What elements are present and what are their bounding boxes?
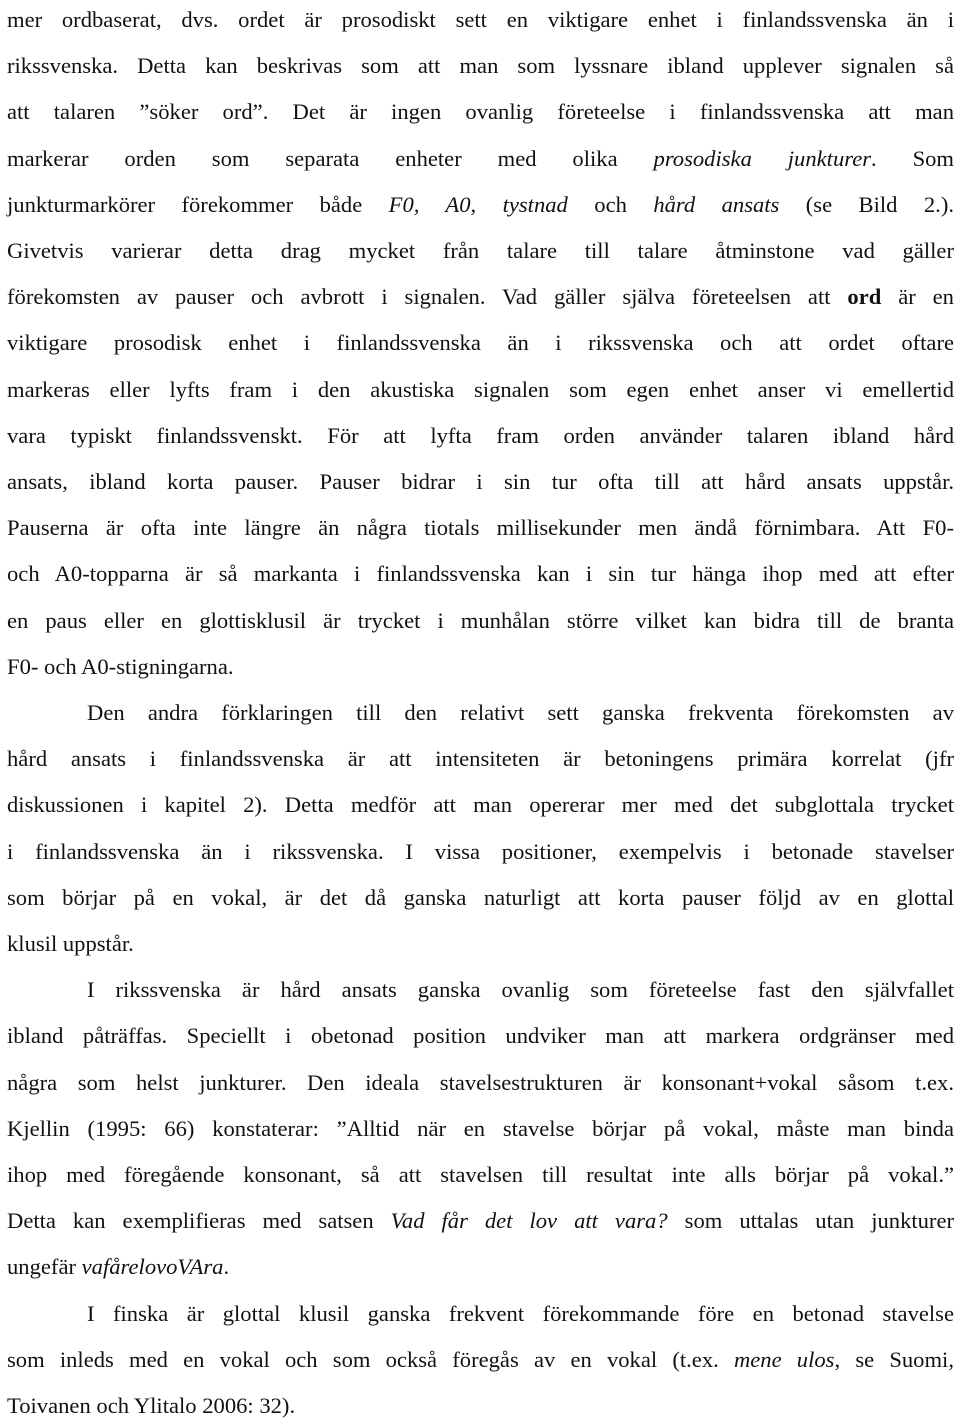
text-segment: som inleds med en vokal och som också föregås av en vokal (t.ex. <box>7 1346 734 1372</box>
italic-term: prosodiska junkturer <box>653 145 872 171</box>
text-segment: F0- och A0-stigningarna. <box>7 653 234 679</box>
text-segment: vara typiskt finlandssvenskt. För att lyfta fram orden använder talaren ibland hård <box>7 422 954 448</box>
text-segment: . <box>223 1254 230 1280</box>
text-segment: markerar orden som separata enheter med olika <box>7 145 654 171</box>
text-line <box>7 97 954 127</box>
text-segment: ihop med föregående konsonant, så att stavelsen till resultat inte alls börjar på vokal.” <box>7 1162 954 1187</box>
text-line <box>7 559 954 589</box>
text-line <box>7 606 954 636</box>
text-line <box>7 744 954 774</box>
text-line <box>7 144 954 174</box>
text-line <box>7 1160 954 1190</box>
text-segment: är en <box>881 284 954 310</box>
text-segment: Detta kan exemplifieras med satsen <box>7 1208 391 1234</box>
text-segment: . Som <box>871 145 955 171</box>
text-segment: förekomsten av pauser och avbrott i signalen. Vad gäller själva företeelsen att <box>7 284 848 310</box>
text-segment: mer ordbaserat, dvs. ordet är prosodiskt sett en viktigare enhet i finlandssvenska än i <box>7 7 954 32</box>
text-segment: Kjellin (1995: 66) konstaterar: ”Alltid när en stavelse börjar på vokal, måste man binda <box>7 1115 954 1141</box>
text-segment: ansats, ibland korta pauser. Pauser bidrar i sin tur ofta till att hård ansats uppstår. <box>7 469 954 494</box>
text-line <box>7 1391 954 1421</box>
text-line <box>7 51 954 81</box>
text-segment: att talaren ”söker ord”. Det är ingen ovanlig företeelse i finlandssvenska att man <box>7 99 954 125</box>
text-segment: några som helst junkturer. Den ideala stavelsestrukturen är konsonant+vokal såsom t.ex. <box>7 1069 954 1095</box>
text-segment: diskussionen i kapitel 2). Detta medför att man opererar mer med det subglottala trycket <box>7 792 954 818</box>
text-line <box>7 375 954 405</box>
text-line <box>87 975 954 1005</box>
text-segment: , se Suomi, <box>834 1346 954 1372</box>
text-line <box>7 328 954 358</box>
text-segment: Toivanen och Ylitalo 2006: 32). <box>7 1393 296 1418</box>
text-line <box>87 698 954 728</box>
text-segment: rikssvenska. Detta kan beskrivas som att man som lyssnare ibland upplever signalen så <box>7 53 954 79</box>
text-segment: ungefär <box>7 1254 82 1280</box>
text-line <box>7 1021 954 1051</box>
text-line <box>7 467 954 497</box>
text-segment: och <box>567 191 654 217</box>
text-segment: Den andra förklaringen till den relativt sett ganska frekventa förekomsten av <box>87 700 954 725</box>
text-segment: viktigare prosodisk enhet i finlandssvenska än i rikssvenska och att ordet oftare <box>7 330 954 356</box>
text-segment: junkturmarkörer förekommer både <box>7 191 389 217</box>
text-line <box>7 1252 954 1282</box>
text-line <box>7 513 954 543</box>
text-segment: I rikssvenska är hård ansats ganska ovanlig som företeelse fast den självfallet <box>87 977 954 1003</box>
text-line <box>7 282 954 312</box>
italic-term: Vad får det lov att vara? <box>390 1208 668 1234</box>
text-segment: Pauserna är ofta inte längre än några tiotals millisekunder men ändå förnimbara. Att F0- <box>7 515 954 541</box>
text-line <box>7 929 954 959</box>
italic-term: mene ulos <box>733 1346 835 1372</box>
text-line <box>7 421 954 451</box>
text-line <box>7 790 954 820</box>
text-segment: I finska är glottal klusil ganska frekvent förekommande före en betonad stavelse <box>87 1300 954 1326</box>
text-segment: hård ansats i finlandssvenska är att intensiteten är betoningens primära korrelat (jfr <box>7 746 954 772</box>
text-line <box>7 837 954 867</box>
text-line <box>7 1206 954 1236</box>
text-segment: som uttalas utan junkturer <box>667 1208 955 1234</box>
text-line <box>7 1068 954 1098</box>
text-line <box>7 190 954 220</box>
text-line <box>7 1114 954 1144</box>
bold-term: ord <box>847 284 882 310</box>
text-line <box>87 1299 954 1329</box>
text-segment: en paus eller en glottisklusil är trycket i munhålan större vilket kan bidra till de branta <box>7 607 954 633</box>
text-segment: och A0-topparna är så markanta i finlandssvenska kan i sin tur hänga ihop med att efter <box>7 561 954 587</box>
text-segment: i finlandssvenska än i rikssvenska. I vissa positioner, exempelvis i betonade stavelser <box>7 838 954 864</box>
text-segment: klusil uppstår. <box>7 931 134 956</box>
text-segment: ibland påträffas. Speciellt i obetonad position undviker man att markera ordgränser med <box>7 1023 954 1049</box>
text-line <box>7 236 954 266</box>
italic-term: F0, A0, tystnad <box>388 191 568 217</box>
italic-term: hård ansats <box>653 191 780 217</box>
text-line <box>7 883 954 913</box>
text-segment: markeras eller lyfts fram i den akustiska signalen som egen enhet anser vi emellertid <box>7 376 954 402</box>
text-line <box>7 5 954 35</box>
italic-term: vafårelovoVAra <box>81 1254 224 1280</box>
text-segment: som börjar på en vokal, är det då ganska naturligt att korta pauser följd av en glottal <box>7 884 954 910</box>
text-segment: (se Bild 2.). <box>779 191 955 217</box>
text-line <box>7 652 954 682</box>
text-line <box>7 1345 954 1375</box>
text-segment: Givetvis varierar detta drag mycket från talare till talare åtminstone vad gäller <box>7 238 954 263</box>
